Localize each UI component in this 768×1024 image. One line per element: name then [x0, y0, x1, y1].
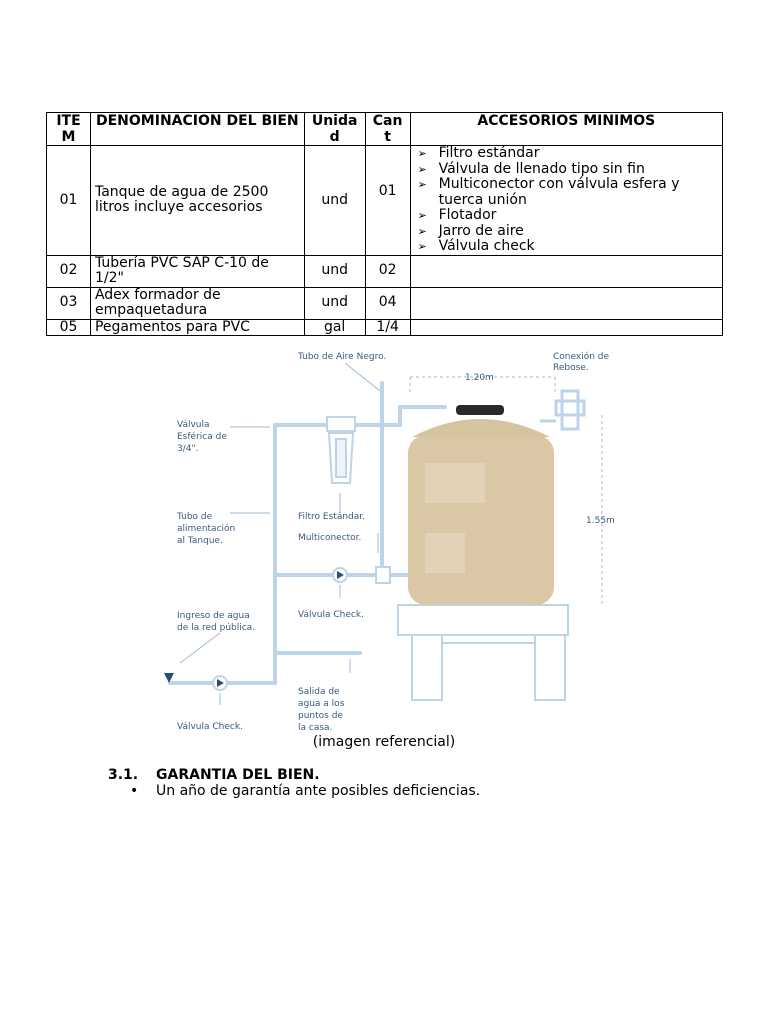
bullet-item [130, 783, 480, 799]
header-unit: Unida d [304, 113, 365, 146]
table-row [47, 146, 723, 256]
height-dimension: 1.55m [586, 516, 615, 526]
table-row [47, 319, 723, 336]
table-row [47, 287, 723, 319]
overflow-label: Conexión de [553, 352, 610, 362]
outlet-label: la casa. [298, 723, 333, 733]
filter-label: Filtro Estándar. [298, 512, 366, 522]
list-item: ➢ Flotador [415, 208, 718, 224]
accessories-list [415, 146, 718, 255]
feed-pipe-label: alimentación [177, 524, 236, 534]
tank-installation-diagram [150, 343, 620, 735]
outlet-label: Salida de [298, 687, 340, 697]
bullet-icon: • [130, 783, 139, 799]
row-name: Tanque de agua de 2500 litros incluye accesorios [90, 146, 304, 256]
image-caption: (imagen referencial) [312, 734, 456, 750]
overflow-label: Rebose. [553, 363, 589, 373]
row-quantity: 1/4 [365, 319, 410, 336]
outlet-label: puntos de [298, 711, 343, 721]
check-valve-bottom [213, 676, 227, 690]
multiconector [376, 567, 390, 583]
intake-label: de la red pública. [177, 623, 256, 633]
section-number: 3.1. [108, 767, 139, 783]
row-item: 03 [47, 287, 91, 319]
row-unit: und [304, 255, 365, 287]
feed-pipe-label: al Tanque. [177, 536, 223, 546]
ball-valve-label: Válvula [177, 420, 210, 430]
row-unit: gal [304, 319, 365, 336]
row-quantity: 04 [365, 287, 410, 319]
row-unit: und [304, 146, 365, 256]
row-item: 01 [47, 146, 91, 256]
row-name: Adex formador de empaquetadura [90, 287, 304, 319]
multiconector-label: Multiconector. [298, 533, 362, 543]
list-item: ➢ Válvula de llenado tipo sin fin [415, 162, 718, 178]
table-row [47, 255, 723, 287]
section-heading [108, 767, 320, 783]
header-accessories: ACCESORIOS MINIMOS [410, 113, 722, 146]
ball-valve-label: 3/4". [177, 444, 199, 454]
check-valve-top [333, 568, 347, 582]
row-item: 05 [47, 319, 91, 336]
specifications-table [46, 112, 723, 336]
standard-filter [327, 417, 355, 483]
list-item: ➢ Multiconector con válvula esfera y tuerca unión [415, 177, 718, 208]
air-tube-label: Tubo de Aire Negro. [298, 352, 387, 362]
water-tank [408, 405, 554, 605]
outlet-label: agua a los [298, 699, 345, 709]
row-accessories [410, 146, 722, 256]
header-denomination: DENOMINACION DEL BIEN [90, 113, 304, 146]
header-quantity: Can t [365, 113, 410, 146]
feed-pipe-label: Tubo de [177, 512, 213, 522]
list-item: ➢ Jarro de aire [415, 224, 718, 240]
section-title: GARANTIA DEL BIEN. [156, 767, 320, 783]
ball-valve-label: Esférica de [177, 432, 227, 442]
row-quantity: 01 [365, 146, 410, 256]
row-accessories [410, 319, 722, 336]
overflow-connection [540, 391, 584, 429]
header-item: ITE M [47, 113, 91, 146]
row-name: Pegamentos para PVC [90, 319, 304, 336]
intake-label: Ingreso de agua [177, 611, 250, 621]
check-valve-label: Válvula Check. [298, 610, 364, 620]
row-accessories [410, 287, 722, 319]
row-unit: und [304, 287, 365, 319]
width-dimension: 1.20m [465, 373, 494, 383]
bullet-text: Un año de garantía ante posibles deficiencias. [156, 783, 481, 799]
tank-stand [398, 605, 568, 700]
row-name: Tubería PVC SAP C-10 de 1/2" [90, 255, 304, 287]
list-item: ➢ Filtro estándar [415, 146, 718, 162]
list-item: ➢ Válvula check [415, 239, 718, 255]
row-quantity: 02 [365, 255, 410, 287]
row-item: 02 [47, 255, 91, 287]
check-valve-label: Válvula Check. [177, 722, 243, 732]
row-accessories [410, 255, 722, 287]
table-header-row [47, 113, 723, 146]
